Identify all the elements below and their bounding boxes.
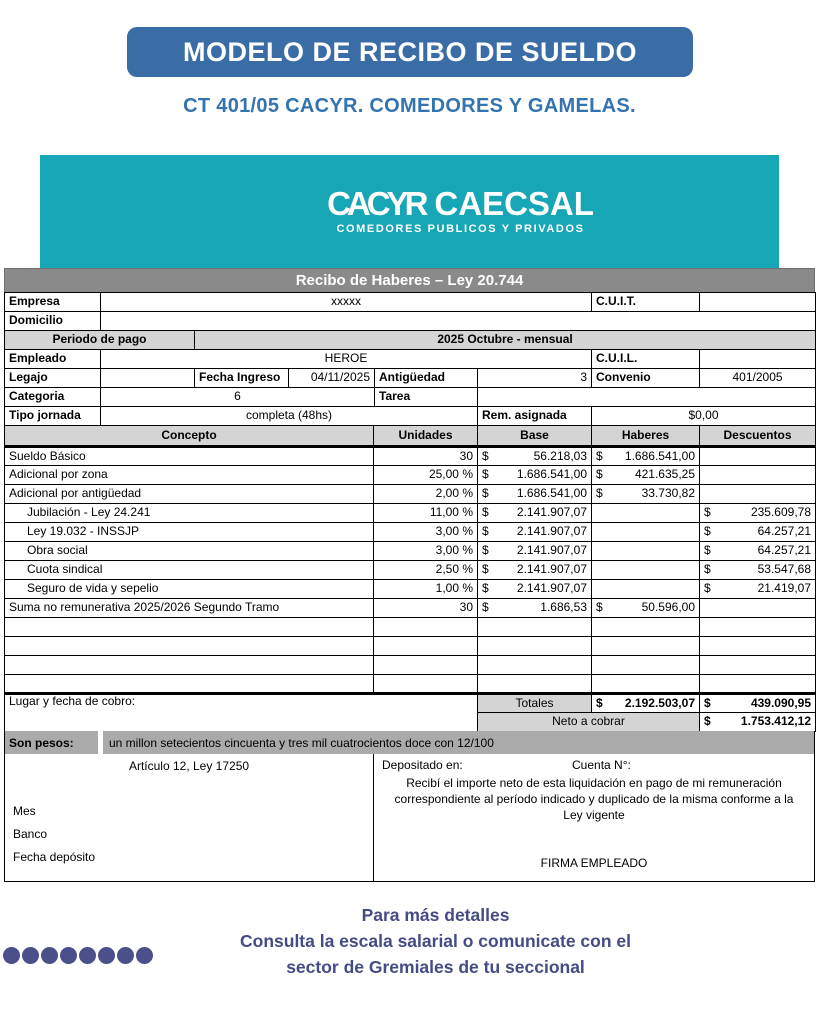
currency-sign: $ (704, 695, 711, 710)
unidades-cell: 30 (374, 447, 478, 466)
unidades-cell (374, 656, 478, 675)
currency-sign: $ (596, 600, 603, 615)
table-row (5, 542, 816, 561)
row-categoria (5, 388, 816, 407)
unidades-cell: 25,00 % (374, 466, 478, 485)
row-periodo (5, 331, 816, 350)
currency-sign: $ (482, 600, 489, 615)
cuil-value (700, 350, 816, 369)
tipo-jornada-value: completa (48hs) (101, 407, 478, 426)
rem-asignada-label: Rem. asignada (478, 407, 592, 426)
concepto-body (5, 447, 816, 694)
base-cell-value: 2.141.907,07 (516, 524, 587, 539)
base-cell (478, 523, 592, 542)
totales-row (5, 694, 816, 713)
haberes-cell-value: 33.730,82 (641, 486, 695, 501)
lugar-fecha-cell: Lugar y fecha de cobro: (5, 694, 478, 732)
base-cell (478, 599, 592, 618)
footer-line-3: sector de Gremiales de tu seccional (286, 957, 585, 977)
base-cell (478, 447, 592, 466)
concepto-cell: Suma no remunerativa 2025/2026 Segundo Tramo (5, 599, 374, 618)
currency-sign: $ (482, 562, 489, 577)
haberes-cell-value: 50.596,00 (641, 600, 695, 615)
col-descuentos: Descuentos (700, 426, 816, 447)
row-empleado (5, 350, 816, 369)
base-cell (478, 542, 592, 561)
decorative-dots (3, 947, 153, 964)
page-title-banner (127, 27, 693, 77)
currency-sign: $ (704, 714, 711, 729)
logo-caecsal-text: CAECSAL (434, 185, 594, 222)
base-cell-value: 1.686.541,00 (516, 467, 587, 482)
table-row (5, 618, 816, 637)
currency-sign: $ (482, 524, 489, 539)
currency-sign: $ (704, 581, 711, 596)
dot-icon (60, 947, 77, 964)
tarea-label: Tarea (375, 388, 478, 407)
haberes-cell (592, 504, 700, 523)
empleado-value: HEROE (101, 350, 592, 369)
base-cell-value: 2.141.907,07 (516, 505, 587, 520)
descuentos-cell (700, 637, 816, 656)
concepto-cell (5, 618, 374, 637)
haberes-cell (592, 580, 700, 599)
currency-sign: $ (482, 467, 489, 482)
dot-icon (117, 947, 134, 964)
legajo-label: Legajo (5, 369, 101, 388)
tipo-jornada-label: Tipo jornada (5, 407, 101, 426)
currency-sign: $ (596, 448, 603, 463)
descuentos-cell (700, 618, 816, 637)
descuentos-cell (700, 485, 816, 504)
col-base: Base (478, 426, 592, 447)
base-cell-value: 56.218,03 (533, 448, 587, 463)
dot-icon (41, 947, 58, 964)
banco-label: Banco (13, 827, 48, 841)
table-row (5, 561, 816, 580)
currency-sign: $ (704, 524, 711, 539)
descuentos-cell (700, 504, 816, 523)
info-table (4, 292, 816, 426)
legajo-value (101, 369, 195, 388)
base-cell-value: 1.686.541,00 (516, 486, 587, 501)
unidades-cell: 1,00 % (374, 580, 478, 599)
descuentos-cell (700, 599, 816, 618)
concepto-cell: Jubilación - Ley 24.241 (5, 504, 374, 523)
table-row (5, 504, 816, 523)
currency-sign: $ (704, 505, 711, 520)
page-title: MODELO DE RECIBO DE SUELDO (182, 36, 638, 67)
currency-sign: $ (482, 448, 489, 463)
haberes-cell (592, 523, 700, 542)
fecha-ingreso-value: 04/11/2025 (289, 369, 375, 388)
base-cell-value: 2.141.907,07 (516, 562, 587, 577)
descuentos-cell-value: 64.257,21 (757, 543, 811, 558)
haberes-cell (592, 447, 700, 466)
cuit-label: C.U.I.T. (592, 293, 700, 312)
unidades-cell: 3,00 % (374, 523, 478, 542)
table-row (5, 637, 816, 656)
currency-sign: $ (482, 543, 489, 558)
totales-descuentos-value: 439.090,95 (750, 695, 811, 710)
base-cell (478, 580, 592, 599)
footer-line-2: Consulta la escala salarial o comunicate con el (240, 931, 631, 951)
dot-icon (3, 947, 20, 964)
empresa-label: Empresa (5, 293, 101, 312)
totales-descuentos-cell (700, 694, 816, 713)
concepto-header-row (5, 426, 816, 447)
base-cell (478, 618, 592, 637)
base-cell-value: 2.141.907,07 (516, 543, 587, 558)
logo-cacyr-text: CACYR (327, 185, 425, 222)
firma-label: FIRMA EMPLEADO (540, 856, 648, 870)
table-row (5, 466, 816, 485)
concepto-table (4, 425, 816, 732)
neto-label: Neto a cobrar (478, 713, 700, 732)
neto-value-cell (700, 713, 816, 732)
rem-asignada-value: $0,00 (592, 407, 816, 426)
fecha-ingreso-label: Fecha Ingreso (195, 369, 289, 388)
descuentos-cell (700, 580, 816, 599)
haberes-cell-value: 421.635,25 (634, 467, 695, 482)
descuentos-cell-value: 21.419,07 (757, 581, 811, 596)
col-unidades: Unidades (374, 426, 478, 447)
dot-icon (136, 947, 153, 964)
base-cell (478, 561, 592, 580)
concepto-head (5, 426, 816, 447)
haberes-cell (592, 561, 700, 580)
unidades-cell: 30 (374, 599, 478, 618)
articulo-text: Artículo 12, Ley 17250 (128, 759, 250, 773)
concepto-cell (5, 656, 374, 675)
haberes-cell (592, 485, 700, 504)
row-domicilio (5, 312, 816, 331)
descuentos-cell-value: 235.609,78 (750, 505, 811, 520)
currency-sign: $ (704, 562, 711, 577)
totales-body (5, 694, 816, 732)
unidades-cell: 11,00 % (374, 504, 478, 523)
currency-sign: $ (482, 581, 489, 596)
logo-tagline: COMEDORES PUBLICOS Y PRIVADOS (336, 223, 585, 235)
logo-wordmark (142, 187, 779, 220)
cuil-label: C.U.I.L. (592, 350, 700, 369)
currency-sign: $ (596, 467, 603, 482)
page-subtitle: CT 401/05 CACYR. COMEDORES Y GAMELAS. (183, 95, 636, 117)
son-pesos-label: Son pesos: (5, 731, 98, 754)
descuentos-cell (700, 466, 816, 485)
descuentos-cell-value: 64.257,21 (757, 524, 811, 539)
descuentos-cell (700, 675, 816, 694)
descuentos-cell (700, 542, 816, 561)
base-cell (478, 637, 592, 656)
currency-sign: $ (596, 486, 603, 501)
haberes-cell (592, 618, 700, 637)
dot-icon (98, 947, 115, 964)
table-row (5, 656, 816, 675)
col-concepto: Concepto (5, 426, 374, 447)
concepto-cell: Obra social (5, 542, 374, 561)
tarea-value (478, 388, 816, 407)
concepto-cell: Cuota sindical (5, 561, 374, 580)
mes-label: Mes (13, 804, 36, 818)
cuit-value (700, 293, 816, 312)
dot-icon (22, 947, 39, 964)
brand-logo (142, 187, 779, 235)
totales-label: Totales (478, 694, 592, 713)
haberes-cell (592, 637, 700, 656)
haberes-cell (592, 599, 700, 618)
cuenta-label: Cuenta N°: (572, 758, 631, 772)
brand-header (40, 155, 779, 271)
domicilio-value (101, 312, 816, 331)
currency-sign: $ (596, 695, 603, 710)
antiguedad-value: 3 (478, 369, 592, 388)
footer-note (52, 902, 819, 980)
son-pesos-band (4, 731, 815, 754)
unidades-cell: 2,00 % (374, 485, 478, 504)
unidades-cell: 2,50 % (374, 561, 478, 580)
periodo-label: Periodo de pago (5, 331, 195, 350)
base-cell (478, 656, 592, 675)
categoria-label: Categoria (5, 388, 101, 407)
concepto-cell: Adicional por antigüedad (5, 485, 374, 504)
descuentos-cell (700, 523, 816, 542)
unidades-cell (374, 637, 478, 656)
totales-haberes-cell (592, 694, 700, 713)
haberes-cell (592, 675, 700, 694)
empleado-label: Empleado (5, 350, 101, 369)
son-pesos-text: un millon setecientos cincuenta y tres mil cuatrocientos doce con 12/100 (103, 731, 814, 754)
concepto-cell (5, 637, 374, 656)
unidades-cell (374, 675, 478, 694)
col-haberes: Haberes (592, 426, 700, 447)
base-cell (478, 466, 592, 485)
descuentos-cell-value: 53.547,68 (757, 562, 811, 577)
haberes-cell (592, 466, 700, 485)
unidades-cell (374, 618, 478, 637)
haberes-cell-value: 1.686.541,00 (624, 448, 695, 463)
concepto-cell: Adicional por zona (5, 466, 374, 485)
neto-value: 1.753.412,12 (740, 714, 811, 729)
base-cell-value: 1.686,53 (540, 600, 587, 615)
categoria-value: 6 (101, 388, 375, 407)
row-tipo-jornada (5, 407, 816, 426)
footer-line-1: Para más detalles (361, 905, 510, 925)
receipt (4, 268, 815, 882)
row-legajo (5, 369, 816, 388)
descuentos-cell (700, 447, 816, 466)
concepto-cell (5, 675, 374, 694)
base-cell (478, 675, 592, 694)
concepto-cell: Ley 19.032 - INSSJP (5, 523, 374, 542)
currency-sign: $ (704, 543, 711, 558)
haberes-cell (592, 656, 700, 675)
table-row (5, 599, 816, 618)
periodo-value: 2025 Octubre - mensual (195, 331, 816, 350)
deposito-row (382, 758, 806, 772)
base-cell (478, 485, 592, 504)
receipt-title-bar: Recibo de Haberes – Ley 20.744 (4, 268, 815, 293)
descuentos-cell (700, 561, 816, 580)
domicilio-label: Domicilio (5, 312, 101, 331)
depositado-label: Depositado en: (382, 758, 463, 772)
convenio-value: 401/2005 (700, 369, 816, 388)
base-cell-value: 2.141.907,07 (516, 581, 587, 596)
concepto-cell: Sueldo Básico (5, 447, 374, 466)
dot-icon (79, 947, 96, 964)
convenio-label: Convenio (592, 369, 700, 388)
unidades-cell: 3,00 % (374, 542, 478, 561)
concepto-cell: Seguro de vida y sepelio (5, 580, 374, 599)
table-row (5, 447, 816, 466)
row-empresa (5, 293, 816, 312)
base-cell (478, 504, 592, 523)
haberes-cell (592, 542, 700, 561)
antiguedad-label: Antigüedad (375, 369, 478, 388)
table-row (5, 523, 816, 542)
empresa-value: xxxxx (101, 293, 592, 312)
fecha-deposito-label: Fecha depósito (13, 850, 96, 864)
payment-box-right (374, 754, 814, 881)
totales-haberes-value: 2.192.503,07 (624, 695, 695, 710)
recibi-text: Recibí el importe neto de esta liquidación en pago de mi remuneración correspondiente al período indicado y duplicado de la misma conforme a la Ley vigente (394, 776, 794, 822)
table-row (5, 485, 816, 504)
table-row (5, 675, 816, 694)
table-row (5, 580, 816, 599)
payment-box-left (5, 754, 374, 881)
descuentos-cell (700, 656, 816, 675)
currency-sign: $ (482, 486, 489, 501)
currency-sign: $ (482, 505, 489, 520)
payment-box (4, 753, 815, 882)
